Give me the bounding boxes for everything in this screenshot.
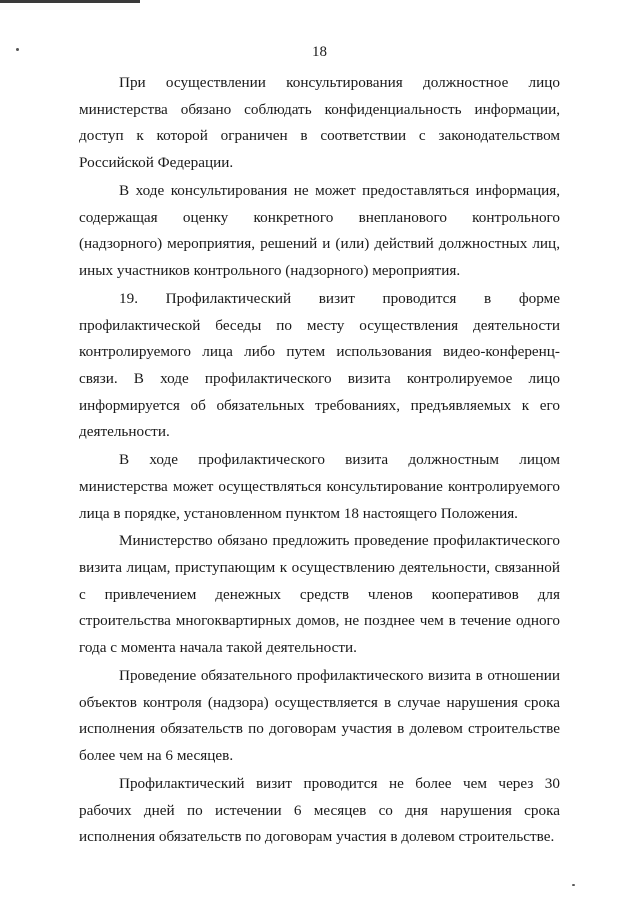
scan-artifact-dot	[572, 884, 575, 886]
page-number: 18	[312, 44, 327, 60]
paragraph: Проведение обязательного профилактического визита в отношении объектов контроля (надзора) осуществляется в случае нарушения срока исполнения обязательств по договорам участия в долевом строительстве более чем на 6 месяцев.	[79, 666, 560, 765]
paragraph: Профилактический визит проводится не более чем через 30 рабочих дней по истечении 6 месяцев со дня нарушения срока исполнения обязательств по договорам участия в долевом строительстве.	[79, 774, 560, 846]
paragraph: В ходе консультирования не может предоставляться информация, содержащая оценку конкретного внепланового контрольного (надзорного) мероприятия, решений и (или) действий должностных лиц, иных участников контрольного (надзорного) мероприятия.	[79, 181, 560, 280]
paragraph: 19. Профилактический визит проводится в форме профилактической беседы по месту осуществления деятельности контролируемого лица либо путем использования видео-конференц-связи. В ходе профилактического визита контролируемое лицо информируется об обязательных требованиях, предъявляемых к его деятельности.	[79, 289, 560, 441]
paragraph: Министерство обязано предложить проведение профилактического визита лицам, приступающим к осуществлению деятельности, связанной с привлечением денежных средств членов кооперативов для строительства многоквартирных домов, не позднее чем в течение одного года с момента начала такой деятельности.	[79, 532, 560, 657]
document-body	[79, 70, 560, 852]
paragraph: При осуществлении консультирования должностное лицо министерства обязано соблюдать конфиденциальность информации, доступ к которой ограничен в соответствии с законодательством Российской Федерации.	[79, 74, 560, 172]
scan-artifact-line	[0, 0, 140, 3]
paragraph: В ходе профилактического визита должностным лицом министерства может осуществляться консультирование контролируемого лица в порядке, установленном пунктом 18 настоящего Положения.	[79, 451, 560, 522]
